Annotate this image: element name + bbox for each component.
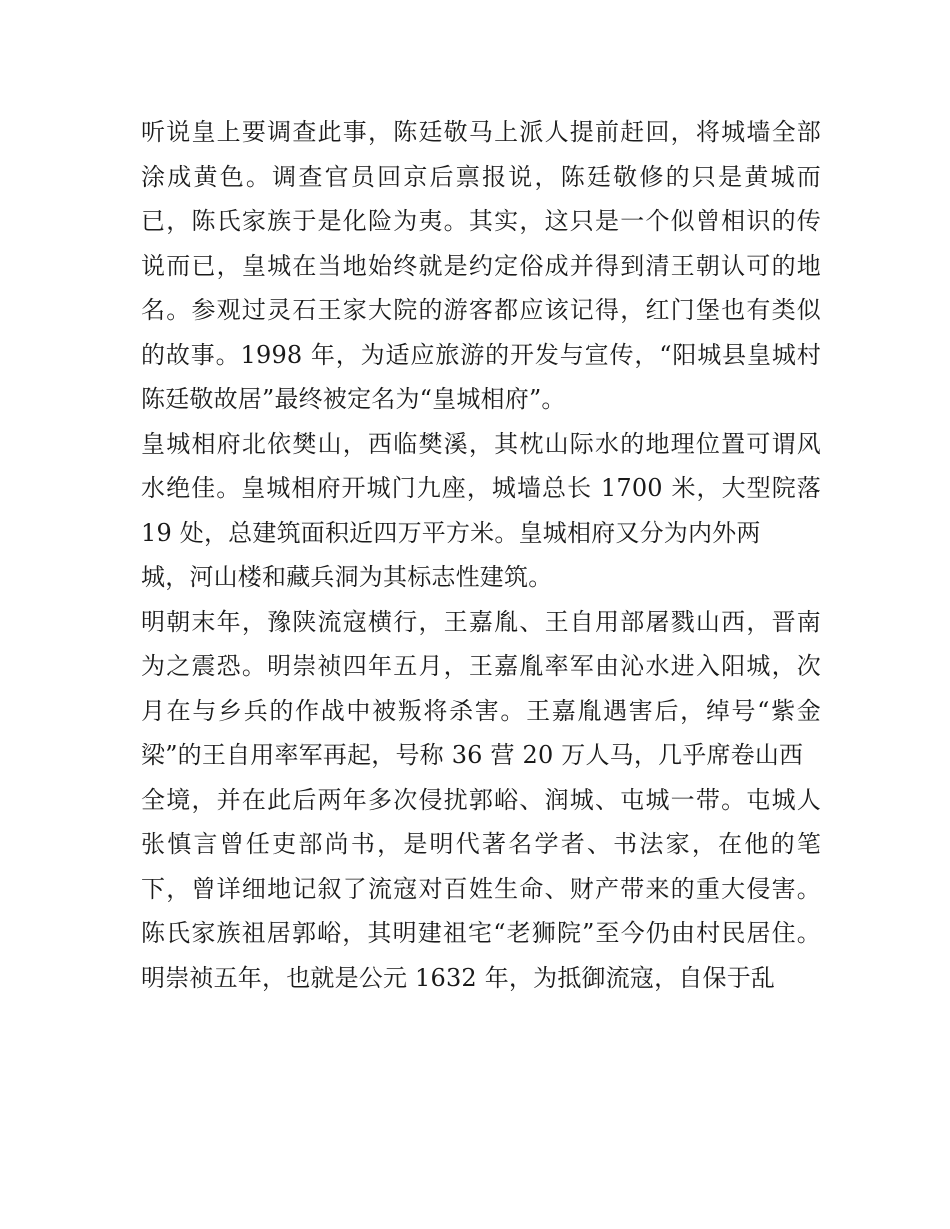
text-line: 明朝末年，豫陕流寇横行，王嘉胤、王自用部屠戮山西，晋南 [141, 607, 821, 636]
text-line: 张慎言曾任吏部尚书，是明代著名学者、书法家，在他的笔 [141, 830, 821, 858]
text-line: 说而已，皇城在当地始终就是约定俗成并得到清王朝认可的地 [141, 251, 821, 280]
text-line: 明崇祯五年，也就是公元 1632 年，为抵御流寇，自保于乱 [141, 963, 776, 992]
text-line: 下，曾详细地记叙了流寇对百姓生命、财产带来的重大侵害。 [141, 874, 821, 903]
text-line: 水绝佳。皇城相府开城门九座，城墙总长 1700 米，大型院落 [141, 474, 821, 502]
text-line: 梁”的王自用率军再起，号称 36 营 20 万人马，几乎席卷山西 [141, 741, 804, 769]
text-line: 皇城相府北依樊山，西临樊溪，其枕山际水的地理位置可谓风 [141, 429, 821, 458]
text-line: 名。参观过灵石王家大院的游客都应该记得，红门堡也有类似 [141, 296, 821, 324]
text-line: 涂成黄色。调查官员回京后禀报说，陈廷敬修的只是黄城而 [141, 162, 821, 191]
text-line: 全境，并在此后两年多次侵扰郭峪、润城、屯城一带。屯城人 [141, 785, 821, 814]
text-line: 的故事。1998 年，为适应旅游的开发与宣传，“阳城县皇城村 [141, 340, 821, 369]
text-line: 已，陈氏家族于是化险为夷。其实，这只是一个似曾相识的传 [141, 207, 821, 235]
text-line: 城，河山楼和藏兵洞为其标志性建筑。 [141, 563, 553, 591]
text-line: 为之震恐。明崇祯四年五月，王嘉胤率军由沁水进入阳城，次 [141, 652, 821, 680]
text-line: 月在与乡兵的作战中被叛将杀害。王嘉胤遇害后，绰号“紫金 [141, 696, 821, 725]
text-line: 陈氏家族祖居郭峪，其明建祖宅“老狮院”至今仍由村民居住。 [141, 919, 821, 947]
body-text [141, 110, 821, 1000]
text-line: 听说皇上要调查此事，陈廷敬马上派人提前赶回，将城墙全部 [141, 118, 821, 146]
text-line: 陈廷敬故居”最终被定名为“皇城相府”。 [141, 385, 566, 413]
text-line: 19 处，总建筑面积近四万平方米。皇城相府又分为内外两 [141, 518, 761, 547]
